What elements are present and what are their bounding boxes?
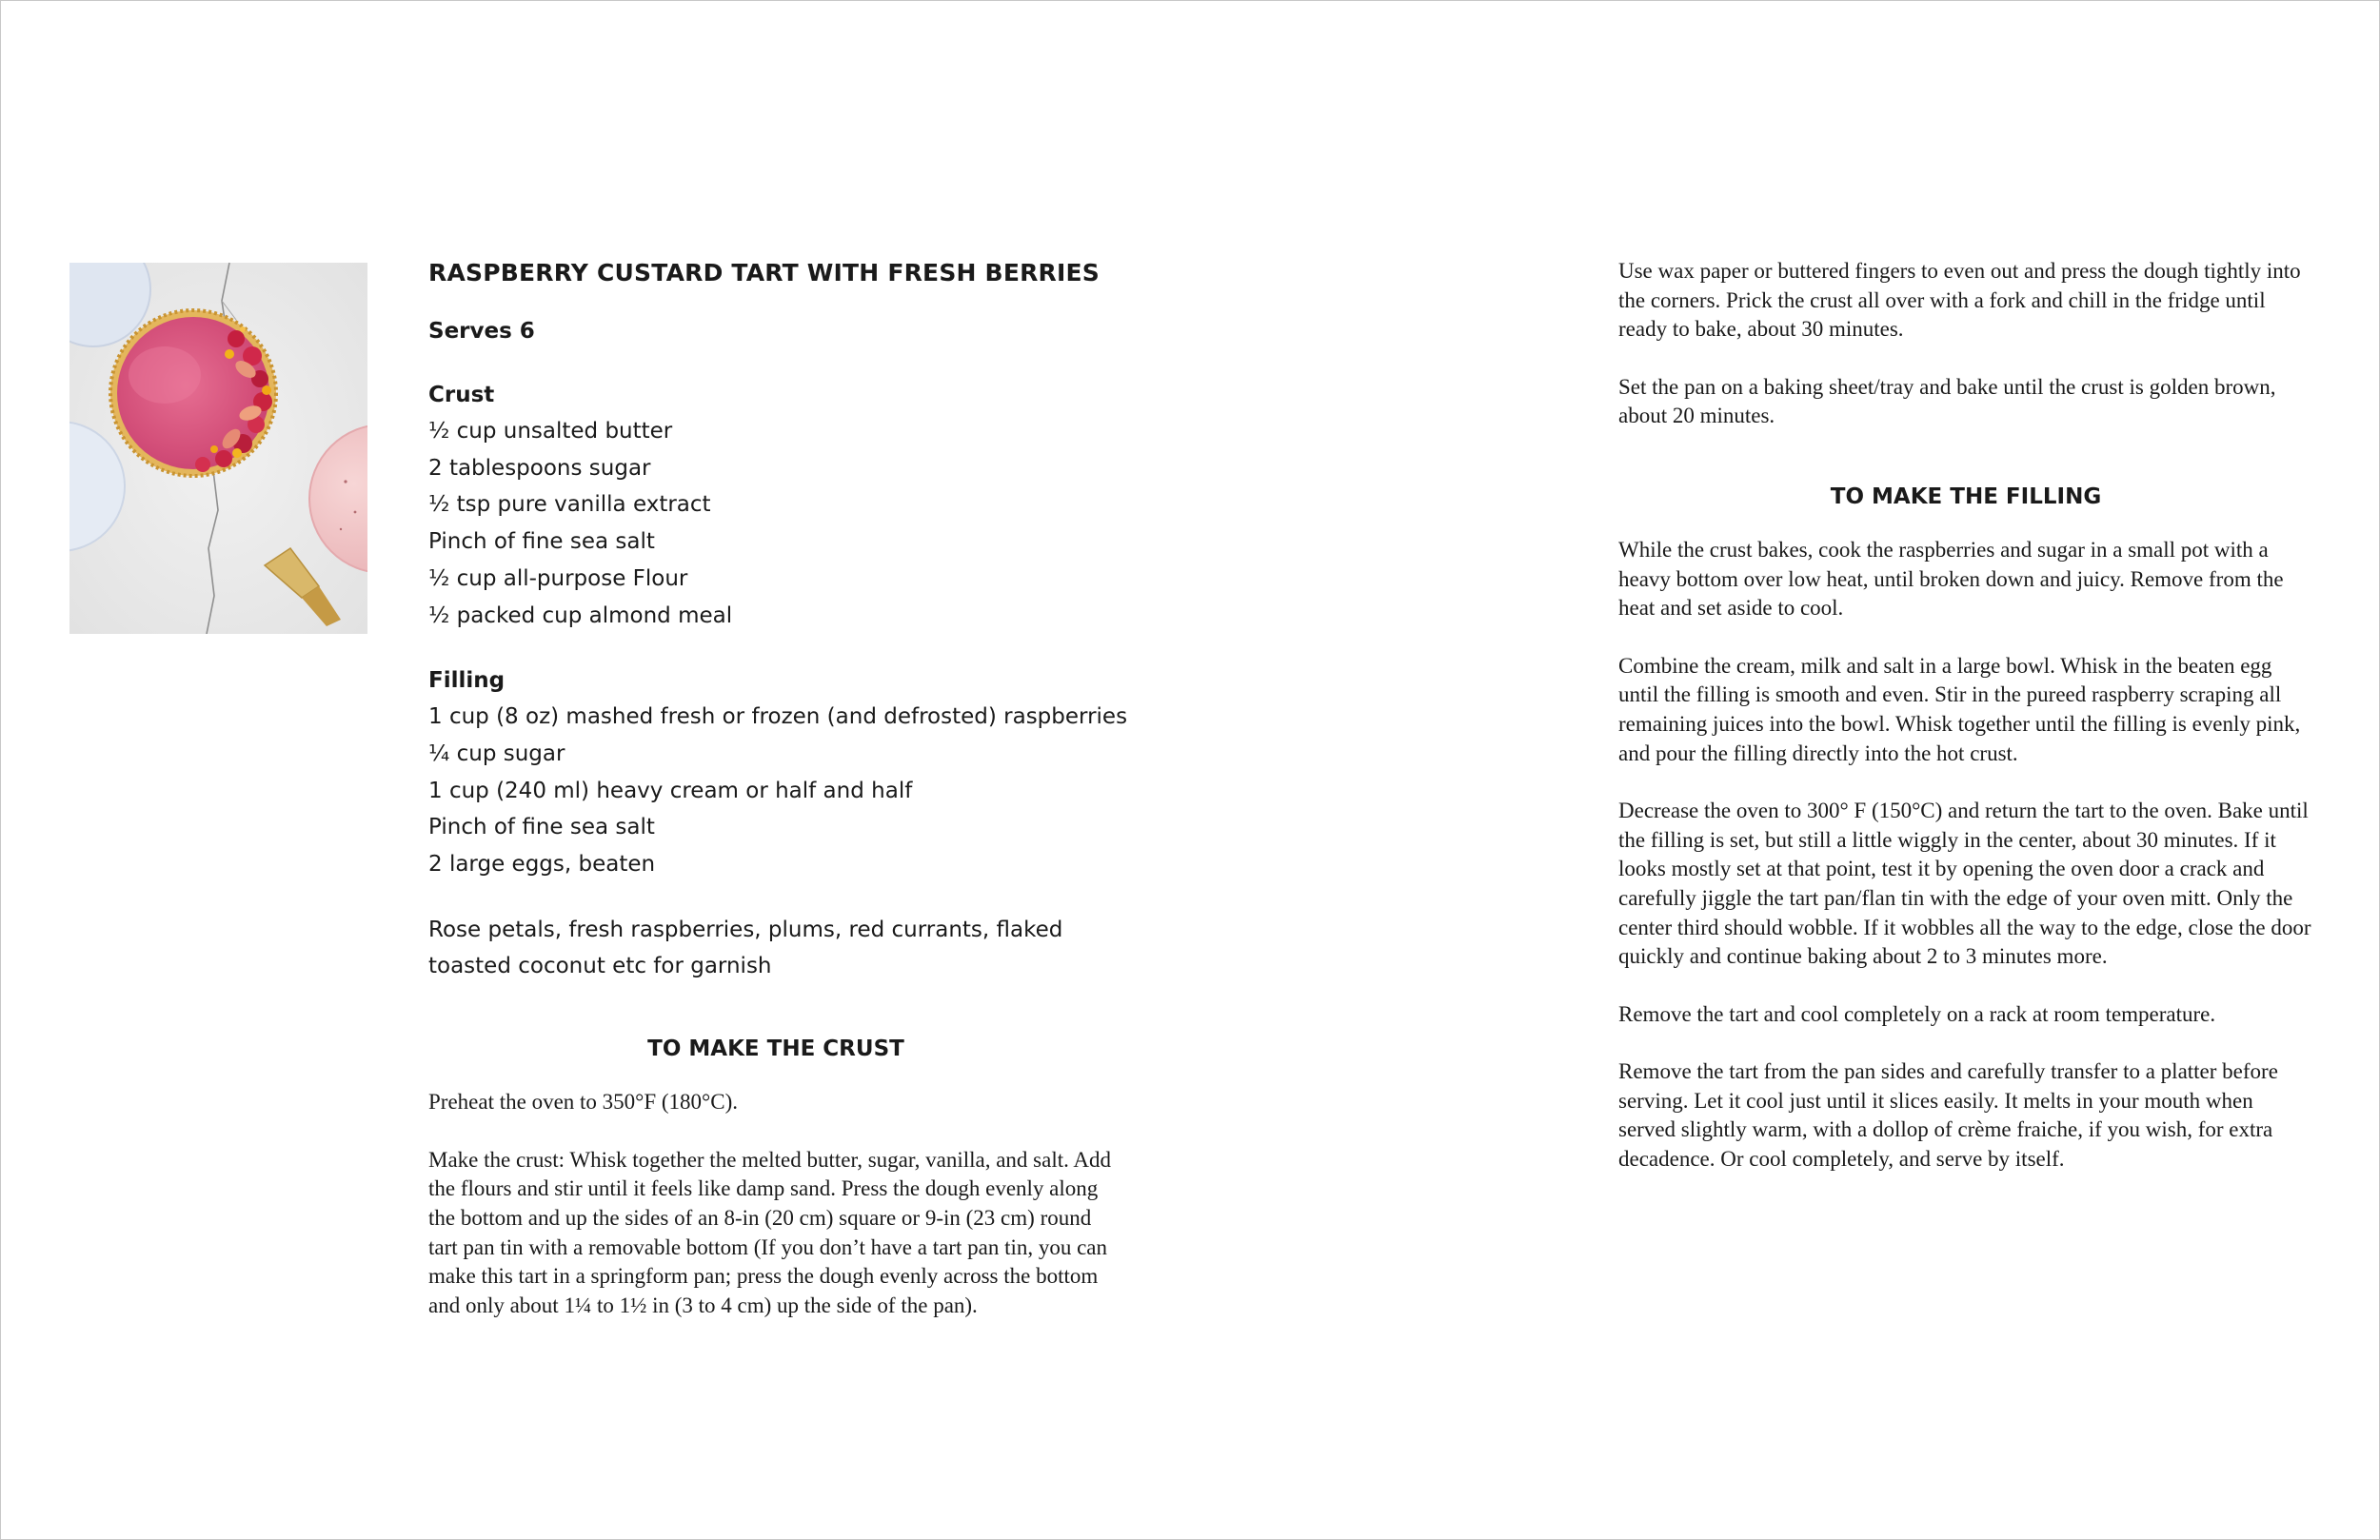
tart-illustration	[69, 263, 367, 634]
recipe-title: RASPBERRY CUSTARD TART WITH FRESH BERRIES	[428, 259, 1100, 286]
ingredient-item: Pinch of fine sea salt	[428, 815, 655, 840]
crust-list	[428, 413, 1133, 634]
raspberry	[228, 330, 245, 347]
ingredient-item: ½ cup unsalted butter	[428, 419, 673, 444]
filling-ingredients	[428, 662, 1133, 883]
ingredient-item: 1 cup (240 ml) heavy cream or half and half	[428, 778, 913, 803]
ingredient-item: ¼ cup sugar	[428, 740, 565, 766]
ingredient-item: 1 cup (8 oz) mashed fresh or frozen (and defrosted) raspberries	[428, 704, 1128, 730]
instruction-paragraph: Make the crust: Whisk together the melted butter, sugar, vanilla, and salt. Add the flours and stir until it feels like damp sand. Press the dough evenly along the bottom and up the sides of an 8-in (20 cm) square or 9-in (23 cm) round tart pan tin with a removable bottom (If you don’t have a tart pan tin, you can make this tart in a springform pan; press the dough evenly across the bottom and only about 1¼ to 1½ in (3 to 4 cm) up the side of the pan).	[428, 1147, 1111, 1317]
make-filling-heading: TO MAKE THE FILLING	[1830, 484, 2102, 509]
crust-heading: Crust	[428, 383, 495, 407]
serves-label: Serves 6	[428, 319, 535, 344]
kumquat	[232, 448, 242, 458]
instruction-paragraph: Remove the tart from the pan sides and carefully transfer to a platter before serving. Let it cool just until it slices easily. It melts in your mouth when served slightly warm, with a dollop of crème fraiche, if you wish, for extra decadence. Or cool completely, and serve by itself.	[1618, 1059, 2278, 1172]
ingredient-item: ½ cup all-purpose Flour	[428, 565, 688, 591]
crust-ingredients	[428, 377, 1133, 634]
left-column	[428, 255, 1133, 1320]
garnish-note: Rose petals, fresh raspberries, plums, red currants, flaked toasted coconut etc for garnish	[428, 917, 1063, 979]
kumquat	[225, 349, 234, 359]
ingredient-item: Pinch of fine sea salt	[428, 529, 655, 555]
make-crust-heading: TO MAKE THE CRUST	[647, 1037, 904, 1062]
bowl-speckle	[354, 511, 357, 514]
tart-photo	[69, 263, 367, 634]
bowl-speckle	[344, 480, 347, 483]
bowl-speckle	[340, 528, 342, 530]
right-column	[1618, 257, 2313, 1175]
kumquat	[262, 385, 271, 395]
filling-sheen	[129, 346, 201, 404]
instruction-paragraph: Preheat the oven to 350°F (180°C).	[428, 1090, 739, 1115]
instruction-paragraph: Use wax paper or buttered fingers to even out and press the dough tightly into the corners. Prick the crust all over with a fork and chill in the fridge until ready to bake, about 30 minutes.	[1618, 259, 2301, 342]
ingredient-item: ½ packed cup almond meal	[428, 602, 733, 628]
filling-heading: Filling	[428, 668, 506, 694]
ingredient-item: ½ tsp pure vanilla extract	[428, 492, 711, 518]
kumquat	[210, 445, 218, 453]
ingredient-item: 2 tablespoons sugar	[428, 455, 651, 481]
kumquat	[240, 326, 246, 332]
ingredient-item: 2 large eggs, beaten	[428, 852, 656, 878]
raspberry	[215, 450, 232, 467]
instruction-paragraph: Set the pan on a baking sheet/tray and bake until the crust is golden brown, about 20 minutes.	[1618, 374, 2276, 428]
filling-list	[428, 699, 1133, 883]
instruction-paragraph: Combine the cream, milk and salt in a large bowl. Whisk in the beaten egg until the filling is smooth and even. Stir in the pureed raspberry scraping all remaining juices into the bowl. Whisk together until the filling is evenly pink, and pour the filling directly into the hot crust.	[1618, 653, 2301, 765]
instruction-paragraph: Remove the tart and cool completely on a rack at room temperature.	[1618, 1001, 2216, 1026]
instruction-paragraph: Decrease the oven to 300° F (150°C) and return the tart to the oven. Bake until the filling is set, but still a little wiggly in the center, about 30 minutes. If it looks mostly set at that point, test it by opening the oven door a crack and carefully jiggle the tart pan/flan tin with the edge of your oven mitt. Only the center third should wobble. If it wobbles all the way to the edge, close the door quickly and continue baking about 2 to 3 minutes more.	[1618, 799, 2311, 969]
instruction-paragraph: While the crust bakes, cook the raspberries and sugar in a small pot with a heavy bottom over low heat, until broken down and juicy. Remove from the heat and set aside to cool.	[1618, 537, 2284, 621]
raspberry	[195, 457, 210, 472]
